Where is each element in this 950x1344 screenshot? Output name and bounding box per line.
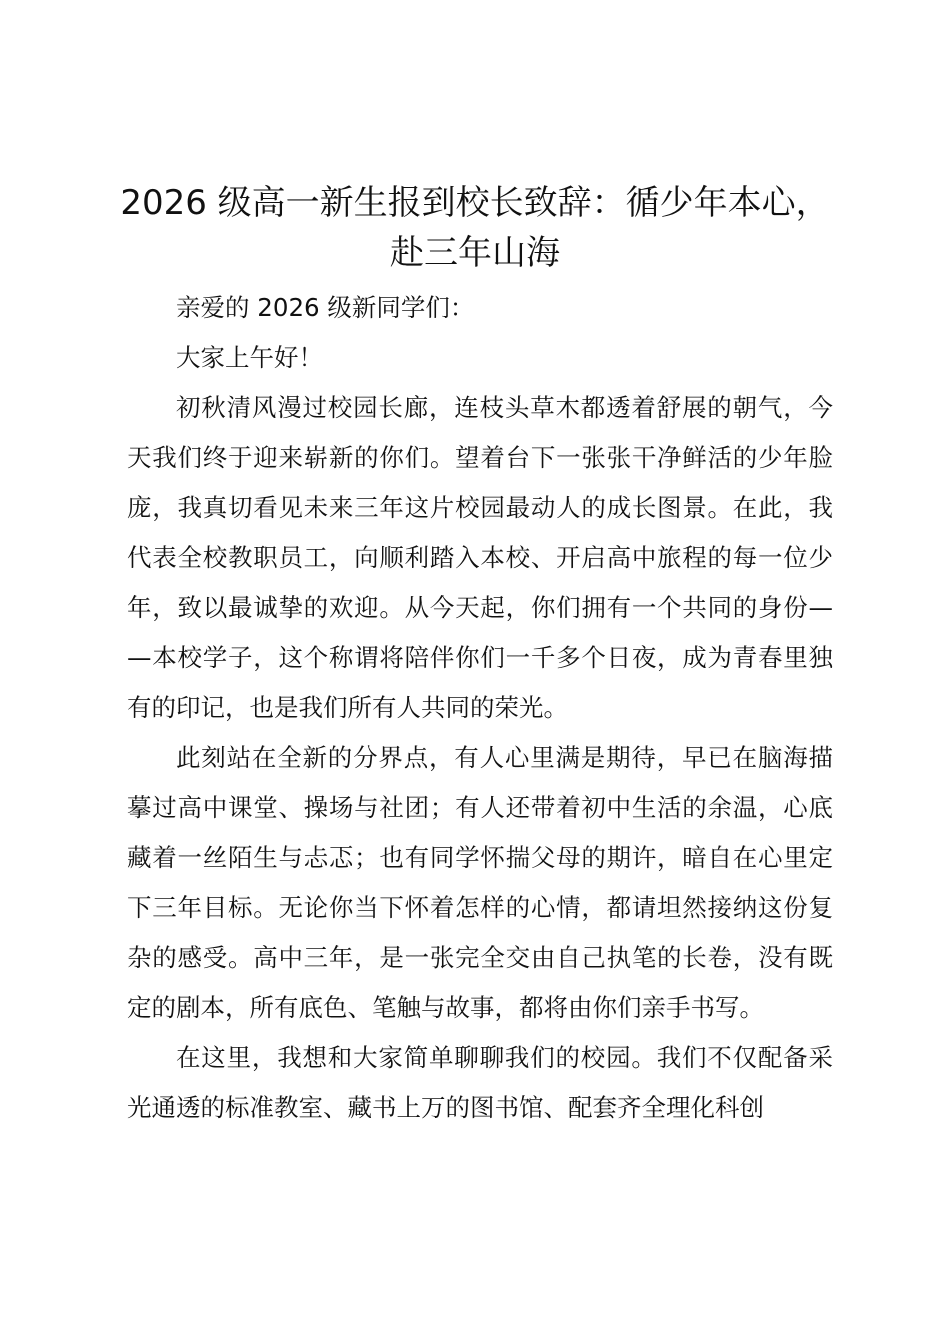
greeting: 大家上午好！ (176, 343, 323, 372)
paragraph-2: 此刻站在全新的分界点，有人心里满是期待，早已在脑海描摹过高中课堂、操场与社团；有人还带着初中生活的余温，心底藏着一丝陌生与忐忑；也有同学怀揣父母的期许，暗自在心里定下三年目标。无论你当下怀着怎样的心情，都请坦然接纳这份复杂的感受。高中三年，是一张完全交由自己执笔的长卷，没有既定的剧本，所有底色、笔触与故事，都将由你们亲手书写。 (127, 743, 833, 1022)
salutation: 亲爱的 2026 级新同学们： (176, 293, 475, 322)
document-body (127, 283, 833, 1133)
paragraph-1: 初秋清风漫过校园长廊，连枝头草木都透着舒展的朝气，今天我们终于迎来崭新的你们。望着台下一张张干净鲜活的少年脸庞，我真切看见未来三年这片校园最动人的成长图景。在此，我代表全校教职员工，向顺利踏入本校、开启高中旅程的每一位少年，致以最诚挚的欢迎。从今天起，你们拥有一个共同的身份——本校学子，这个称谓将陪伴你们一千多个日夜，成为青春里独有的印记，也是我们所有人共同的荣光。 (127, 393, 833, 722)
paragraph-3: 在这里，我想和大家简单聊聊我们的校园。我们不仅配备采光通透的标准教室、藏书上万的图书馆、配套齐全理化科创 (127, 1043, 833, 1122)
document-title: 2026 级高一新生报到校长致辞：循少年本心，赴三年山海 (120, 183, 830, 273)
